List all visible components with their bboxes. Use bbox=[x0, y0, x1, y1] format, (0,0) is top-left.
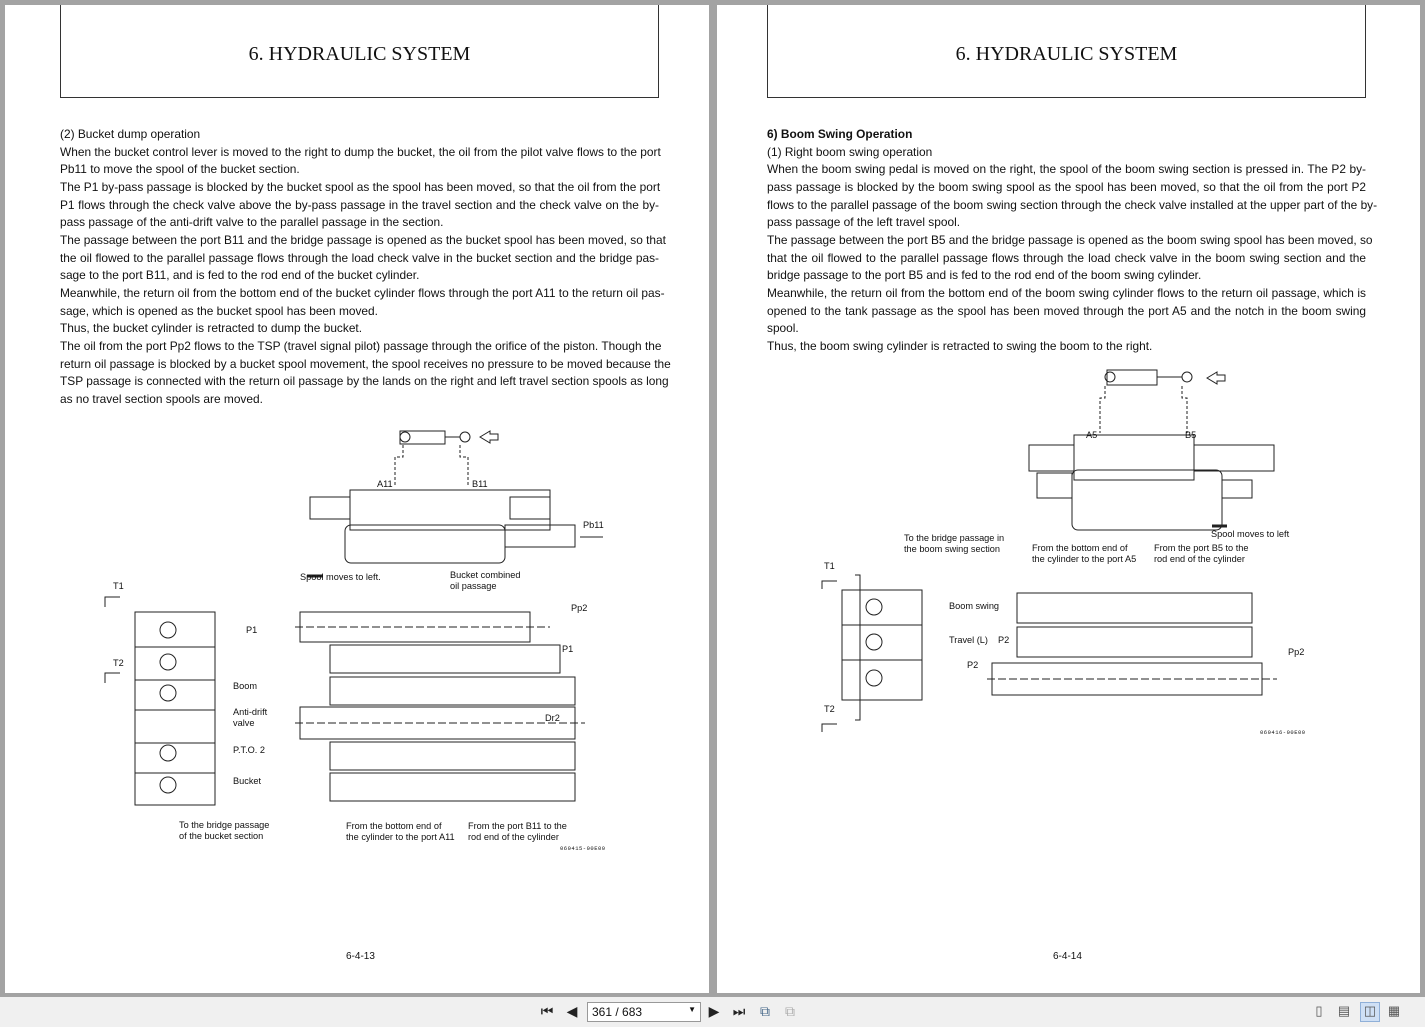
bucket-label: Bucket bbox=[233, 776, 262, 786]
from-bottom-label: From the bottom end of the cylinder to the port A5 bbox=[1032, 543, 1137, 564]
left-page bbox=[5, 5, 709, 993]
text-line: Meanwhile, the return oil from the bottom end of the boom swing cylinder flows to the return oil passage, which is bbox=[767, 285, 1366, 300]
text-line: sage, which is opened as the bucket spool has been moved. bbox=[60, 303, 378, 318]
port-t1-label: T1 bbox=[824, 561, 835, 571]
text-line: Pb11 to move the spool of the bucket section. bbox=[60, 162, 300, 177]
single-page-view-icon[interactable]: ▯ bbox=[1315, 1003, 1323, 1018]
section-title: 6) Boom Swing Operation bbox=[767, 127, 913, 141]
next-page-icon[interactable]: ▶ bbox=[708, 1003, 720, 1019]
figure-code: 060416-00E00 bbox=[1260, 729, 1306, 736]
text-line: that the oil flowed to the parallel passage flows through the load check valve in the boom swing section and the bbox=[767, 250, 1366, 265]
port-t2-label: T2 bbox=[113, 658, 124, 668]
port-pp2-label: Pp2 bbox=[1288, 647, 1305, 657]
port-a11-label: A11 bbox=[377, 479, 393, 489]
port-p1-right-label: P1 bbox=[562, 644, 574, 654]
page-header-box bbox=[767, 5, 1366, 98]
combined-passage-label: Bucket combined oil passage bbox=[450, 570, 521, 591]
text-line: Thus, the boom swing cylinder is retracted to swing the boom to the right. bbox=[767, 338, 1153, 353]
page-header-title: 6. HYDRAULIC SYSTEM bbox=[248, 43, 471, 65]
text-line: bridge passage to the port B5 and is fed to the rod end of the boom swing cylinder. bbox=[767, 268, 1202, 283]
page-number: 6-4-13 bbox=[346, 951, 375, 962]
port-t2-label: T2 bbox=[824, 704, 835, 714]
page-header-title: 6. HYDRAULIC SYSTEM bbox=[955, 43, 1178, 65]
go-forward-view-icon[interactable]: ⧉ bbox=[785, 1003, 795, 1019]
viewer-toolbar bbox=[0, 997, 1425, 1027]
chevron-down-icon[interactable]: ▼ bbox=[688, 1005, 696, 1014]
right-page bbox=[717, 5, 1420, 993]
text-line: TSP passage is connected with the return oil passage by the lands on the right and left travel section spools as long bbox=[60, 374, 669, 389]
bridge-passage-label: To the bridge passage in the boom swing section bbox=[904, 533, 1005, 554]
port-pb11-label: Pb11 bbox=[583, 520, 604, 530]
figure-code: 060415-00E00 bbox=[560, 845, 606, 852]
from-port-label: From the port B11 to the rod end of the cylinder bbox=[468, 821, 567, 842]
text-line: The passage between the port B11 and the bridge passage is opened as the bucket spool has been moved, so that bbox=[60, 232, 666, 247]
spool-moves-label: Spool moves to left. bbox=[300, 572, 381, 582]
text-line: (2) Bucket dump operation bbox=[60, 127, 201, 141]
port-b11-label: B11 bbox=[472, 479, 488, 489]
page-header-box bbox=[60, 5, 659, 98]
text-line: Meanwhile, the return oil from the bottom end of the bucket cylinder flows through the port A11 to the return oil pas- bbox=[60, 285, 665, 300]
continuous-view-icon[interactable]: ▤ bbox=[1337, 1003, 1351, 1018]
from-port-label: From the port B5 to the rod end of the cylinder bbox=[1154, 543, 1249, 564]
anti-drift-label: Anti-drift valve bbox=[233, 707, 268, 728]
travel-l-label: Travel (L) bbox=[949, 635, 988, 645]
text-line: The oil from the port Pp2 flows to the TSP (travel signal pilot) passage through the orifice of the piston. Though the bbox=[60, 338, 662, 353]
continuous-facing-view-icon[interactable]: ▦ bbox=[1387, 1003, 1401, 1018]
text-line: as no travel section spools are moved. bbox=[60, 391, 263, 406]
last-page-icon[interactable]: ⏭ bbox=[732, 1003, 746, 1019]
text-line: spool. bbox=[767, 321, 799, 336]
page-body-text bbox=[60, 126, 671, 409]
bridge-passage-label: To the bridge passage of the bucket section bbox=[179, 820, 270, 841]
text-line: Thus, the bucket cylinder is retracted to dump the bucket. bbox=[60, 321, 363, 336]
text-line: The P1 by-pass passage is blocked by the bucket spool as the spool has been moved, so that the oil from the port bbox=[60, 179, 661, 194]
text-line: flows to the parallel passage of the boom swing section through the check valve installed at the upper part of the by- bbox=[767, 197, 1378, 212]
text-line: When the bucket control lever is moved to the right to dump the bucket, the oil from the pilot valve flows to the port bbox=[60, 144, 661, 159]
page-number-field[interactable]: 361 / 683 ▼ bbox=[587, 1002, 701, 1022]
spool-moves-label: Spool moves to left bbox=[1211, 529, 1290, 539]
facing-view-icon[interactable]: ◫ bbox=[1360, 1002, 1380, 1022]
text-line: P1 flows through the check valve above the by-pass passage in the travel section and the check valve on the by- bbox=[60, 197, 659, 212]
port-t1-label: T1 bbox=[113, 581, 124, 591]
pto2-label: P.T.O. 2 bbox=[233, 745, 266, 755]
boom-label: Boom bbox=[233, 681, 258, 691]
text-line: pass passage of the left travel spool. bbox=[767, 215, 961, 230]
text-line: pass passage of the anti-drift valve to the parallel passage in the section. bbox=[60, 215, 444, 230]
text-line: pass passage is blocked by the boom swing spool as the spool has been moved, so that the oil from the port P2 bbox=[767, 179, 1366, 194]
text-line: opened to the tank passage as the spool has been moved through the port A5 and the notch in the boom swing bbox=[767, 303, 1366, 318]
text-line: return oil passage is blocked by a bucket spool movement, the spool receives no pressure to be moved because the bbox=[60, 356, 671, 371]
port-dr2-label: Dr2 bbox=[545, 713, 560, 723]
page-body-text bbox=[767, 126, 1378, 356]
port-p2-label: P2 bbox=[998, 635, 1010, 645]
from-bottom-label: From the bottom end of the cylinder to the port A11 bbox=[346, 821, 455, 842]
first-page-icon[interactable]: ⏮ bbox=[540, 1003, 554, 1019]
boom-swing-label: Boom swing bbox=[949, 601, 1000, 611]
port-p1-label: P1 bbox=[246, 625, 258, 635]
port-b5-label: B5 bbox=[1185, 430, 1197, 440]
text-line: sage to the port B11, and is fed to the rod end of the bucket cylinder. bbox=[60, 268, 420, 283]
text-line: (1) Right boom swing operation bbox=[767, 144, 933, 159]
port-a5-label: A5 bbox=[1086, 430, 1098, 440]
text-line: the oil flowed to the parallel passage flows through the load check valve in the bucket section and the bridge pas- bbox=[60, 250, 659, 265]
go-back-view-icon[interactable]: ⧉ bbox=[760, 1003, 770, 1019]
previous-page-icon[interactable]: ◀ bbox=[566, 1003, 578, 1019]
port-p2-lower-label: P2 bbox=[967, 660, 979, 670]
page-number: 6-4-14 bbox=[1053, 951, 1082, 962]
port-pp2-label: Pp2 bbox=[571, 603, 588, 613]
text-line: When the boom swing pedal is moved on the right, the spool of the boom swing section is pressed in. The P2 by- bbox=[767, 162, 1366, 177]
text-line: The passage between the port B5 and the bridge passage is opened as the boom swing spool has been moved, so bbox=[767, 232, 1373, 247]
